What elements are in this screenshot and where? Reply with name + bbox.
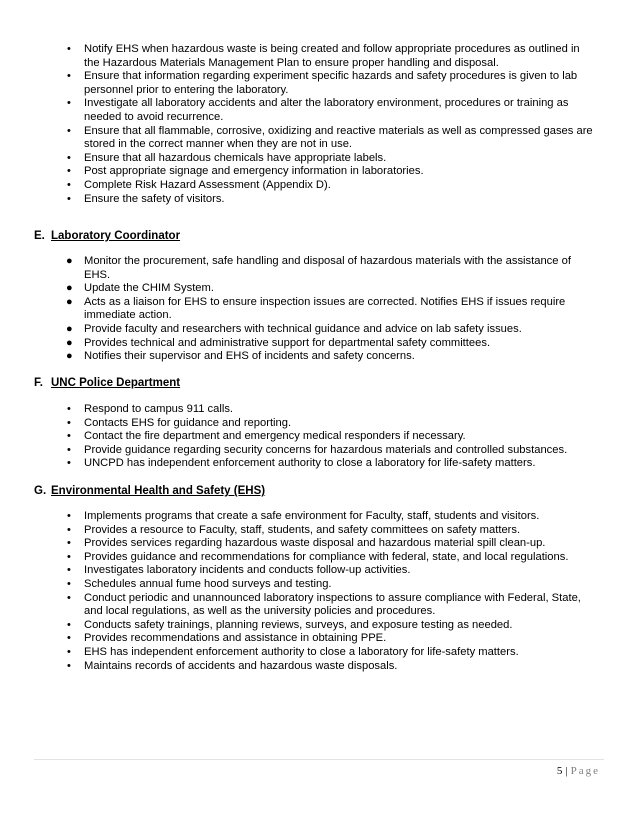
list-item: • Respond to campus 911 calls. <box>67 403 234 415</box>
bullet-icon: • <box>67 537 71 550</box>
list-item: ● Provides technical and administrative support for departmental safety committees. <box>66 336 491 349</box>
bullet-icon: • <box>67 618 71 631</box>
bullet-icon: • <box>67 591 71 604</box>
list-item: ● Update the CHIM System. <box>66 282 214 295</box>
section-f-heading: F. UNC Police Department <box>34 377 181 389</box>
page-label: Page <box>570 765 600 777</box>
list-item: • Complete Risk Hazard Assessment (Appendix D). <box>67 178 331 191</box>
list-item: • Provides guidance and recommendations for compliance with federal, state, and local regulations. <box>67 550 569 563</box>
list-item: • Schedules annual fume hood surveys and testing. <box>67 577 332 590</box>
list-item: • Conducts safety trainings, planning reviews, surveys, and exposure testing as needed. <box>67 618 513 631</box>
section-g-bullet-list <box>60 510 598 673</box>
bullet-icon: • <box>67 192 71 205</box>
bullet-icon: • <box>67 416 71 429</box>
section-e-bullet-list <box>60 255 598 364</box>
page-number: 5 <box>556 765 563 777</box>
list-item: • UNCPD has independent enforcement authority to close a laboratory for life-safety matters. <box>67 457 536 470</box>
bullet-icon: ● <box>66 255 73 267</box>
list-item: • Contact the fire department and emergency medical responders if necessary. <box>67 430 466 443</box>
section-e-heading: E. Laboratory Coordinator <box>34 230 181 242</box>
bullet-icon: • <box>67 97 71 110</box>
intro-bullet-list <box>60 43 598 206</box>
bullet-icon: • <box>67 43 71 55</box>
bullet-icon: ● <box>66 295 73 308</box>
list-item: • Post appropriate signage and emergency information in laboratories. <box>67 165 424 178</box>
bullet-icon: • <box>67 430 71 443</box>
bullet-icon: ● <box>66 322 73 335</box>
bullet-icon: • <box>67 659 71 672</box>
bullet-icon: • <box>67 632 71 645</box>
bullet-icon: ● <box>66 336 73 349</box>
bullet-icon: • <box>67 151 71 164</box>
list-item: ● Acts as a liaison for EHS to ensure inspection issues are corrected. Notifies EHS if issues require immediate action. <box>66 295 566 322</box>
list-item: • Provides services regarding hazardous waste disposal and hazardous material spill clean-up. <box>67 537 546 550</box>
bullet-icon: • <box>67 550 71 563</box>
list-item: • Ensure that all hazardous chemicals have appropriate labels. <box>67 151 387 164</box>
bullet-icon: ● <box>66 282 73 295</box>
bullet-icon: • <box>67 443 71 456</box>
bullet-icon: • <box>67 457 71 470</box>
bullet-icon: • <box>67 165 71 178</box>
bullet-icon: • <box>67 564 71 577</box>
bullet-icon: • <box>67 178 71 191</box>
bullet-icon: • <box>67 70 71 83</box>
list-item: • Ensure that all flammable, corrosive, oxidizing and reactive materials as well as compressed gases are stored in the correct manner when they are not in use. <box>67 124 593 151</box>
list-item: • Contacts EHS for guidance and reporting. <box>67 416 292 429</box>
list-item: • Maintains records of accidents and hazardous waste disposals. <box>67 659 398 672</box>
section-g-heading: G. Environmental Health and Safety (EHS) <box>34 485 266 497</box>
footer-separator: | <box>565 765 568 777</box>
page-footer <box>557 765 600 777</box>
list-item: • Conduct periodic and unannounced laboratory inspections to assure compliance with Federal, State, and local regulations, as well as the university policies and procedures. <box>67 591 581 618</box>
list-item: • Ensure the safety of visitors. <box>67 192 225 205</box>
bullet-icon: • <box>67 577 71 590</box>
bullet-icon: • <box>67 403 71 415</box>
footer-divider <box>34 759 604 760</box>
list-item: ● Monitor the procurement, safe handling and disposal of hazardous materials with the assistance of EHS. <box>66 255 571 281</box>
bullet-icon: ● <box>66 350 73 363</box>
list-item: • Notify EHS when hazardous waste is being created and follow appropriate procedures as outlined in the Hazardous Materials Management Plan to ensure proper handling and disposal. <box>67 43 580 69</box>
list-item: • Ensure that information regarding experiment specific hazards and safety procedures is given to lab personnel prior to entering the laboratory. <box>67 70 578 96</box>
list-item: ● Provide faculty and researchers with technical guidance and advice on lab safety issues. <box>66 322 522 335</box>
list-item: • Provide guidance regarding security concerns for hazardous materials and controlled substances. <box>67 443 568 456</box>
bullet-icon: • <box>67 645 71 658</box>
list-item: • EHS has independent enforcement authority to close a laboratory for life-safety matters. <box>67 645 519 658</box>
bullet-icon: • <box>67 124 71 137</box>
list-item: • Provides a resource to Faculty, staff, students, and safety committees on safety matters. <box>67 523 521 536</box>
list-item: • Implements programs that create a safe environment for Faculty, staff, students and visitors. <box>67 510 540 522</box>
list-item: • Investigate all laboratory accidents and alter the laboratory environment, procedures or training as needed to avoid recurrence. <box>67 97 569 123</box>
bullet-icon: • <box>67 523 71 536</box>
list-item: ● Notifies their supervisor and EHS of incidents and safety concerns. <box>66 350 415 363</box>
bullet-icon: • <box>67 510 71 522</box>
list-item: • Investigates laboratory incidents and conducts follow-up activities. <box>67 564 411 577</box>
section-f-bullet-list <box>60 403 598 471</box>
list-item: • Provides recommendations and assistance in obtaining PPE. <box>67 632 387 645</box>
